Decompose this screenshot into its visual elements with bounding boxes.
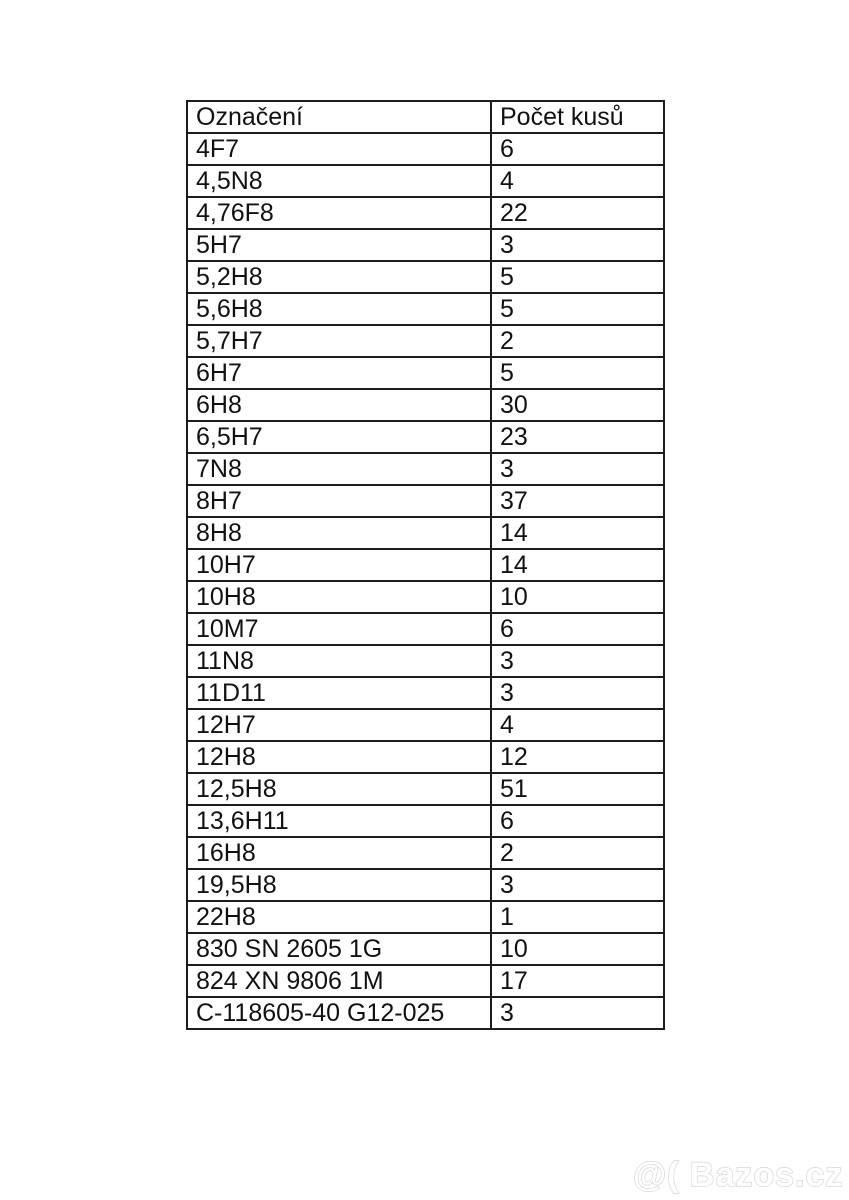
table-row [187,677,664,709]
table-row [187,837,664,869]
designation-cell: 7N8 [187,453,491,485]
bazos-watermark [631,1148,843,1198]
table-row [187,517,664,549]
quantity-cell: 5 [491,357,664,389]
quantity-cell: 12 [491,741,664,773]
designation-cell: 10H7 [187,549,491,581]
quantity-cell: 4 [491,709,664,741]
designation-cell: 824 XN 9806 1M [187,965,491,997]
quantity-cell: 14 [491,517,664,549]
table-row [187,293,664,325]
designation-cell: 4,76F8 [187,197,491,229]
table-row [187,133,664,165]
quantity-cell: 3 [491,453,664,485]
quantity-cell: 4 [491,165,664,197]
table-row [187,613,664,645]
designation-cell: 830 SN 2605 1G [187,933,491,965]
column-header-designation: Označení [187,101,491,133]
quantity-cell: 3 [491,869,664,901]
designation-cell: 4F7 [187,133,491,165]
quantity-cell: 14 [491,549,664,581]
designation-cell: 16H8 [187,837,491,869]
quantity-cell: 3 [491,645,664,677]
quantity-cell: 2 [491,325,664,357]
watermark-text: @( Bazos.cz [633,1156,843,1194]
table-row [187,773,664,805]
quantity-cell: 3 [491,997,664,1029]
designation-cell: 5,7H7 [187,325,491,357]
designation-cell: 12H8 [187,741,491,773]
designation-cell: 5H7 [187,229,491,261]
table-row [187,805,664,837]
designation-cell: 12,5H8 [187,773,491,805]
designation-cell: 13,6H11 [187,805,491,837]
designation-cell: 6H8 [187,389,491,421]
quantity-cell: 6 [491,613,664,645]
table-row [187,325,664,357]
table-row [187,741,664,773]
designation-cell: 5,6H8 [187,293,491,325]
table-row [187,901,664,933]
quantity-cell: 37 [491,485,664,517]
quantity-cell: 10 [491,933,664,965]
quantity-cell: 3 [491,677,664,709]
quantity-cell: 10 [491,581,664,613]
quantity-cell: 5 [491,261,664,293]
quantity-cell: 5 [491,293,664,325]
quantity-cell: 6 [491,133,664,165]
designation-cell: 19,5H8 [187,869,491,901]
table-row [187,581,664,613]
table-row [187,197,664,229]
quantity-cell: 51 [491,773,664,805]
column-header-quantity: Počet kusů [491,101,664,133]
table-row [187,229,664,261]
quantity-cell: 30 [491,389,664,421]
table-row [187,421,664,453]
quantity-cell: 3 [491,229,664,261]
designation-cell: 11N8 [187,645,491,677]
table-row [187,357,664,389]
designation-cell: 12H7 [187,709,491,741]
designation-cell: 6,5H7 [187,421,491,453]
designation-cell: 8H8 [187,517,491,549]
designation-cell: 10H8 [187,581,491,613]
quantity-cell: 6 [491,805,664,837]
table-row [187,869,664,901]
table-header-row [187,101,664,133]
table-row [187,453,664,485]
table-row [187,933,664,965]
designation-cell: 11D11 [187,677,491,709]
quantity-cell: 22 [491,197,664,229]
parts-table [186,100,665,1030]
designation-cell: 22H8 [187,901,491,933]
quantity-cell: 17 [491,965,664,997]
table-row [187,165,664,197]
designation-cell: 4,5N8 [187,165,491,197]
designation-cell: 6H7 [187,357,491,389]
quantity-cell: 2 [491,837,664,869]
designation-cell: 10M7 [187,613,491,645]
table-row [187,485,664,517]
quantity-cell: 1 [491,901,664,933]
designation-cell: 8H7 [187,485,491,517]
table-row [187,549,664,581]
designation-cell: 5,2H8 [187,261,491,293]
table-row [187,389,664,421]
table-row [187,261,664,293]
designation-cell: C-118605-40 G12-025 [187,997,491,1029]
table-row [187,709,664,741]
quantity-cell: 23 [491,421,664,453]
table-row [187,965,664,997]
table-row [187,997,664,1029]
table-row [187,645,664,677]
